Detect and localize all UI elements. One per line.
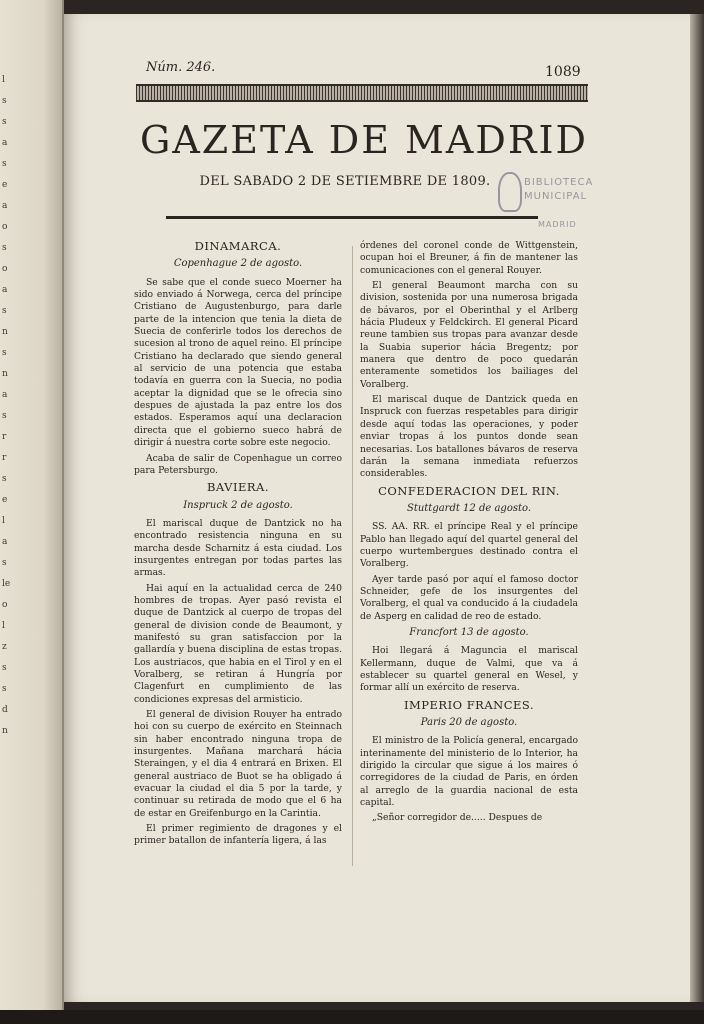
facing-page-char: n [2,726,8,736]
section-title: BAVIERA. [206,480,270,495]
paragraph: órdenes del coronel conde de Wittgenstein, ocupan hoi el Breuner, á fin de mantener las comunicaciones con el general Rouyer. [360,240,578,276]
paragraph: El mariscal duque de Dantzick queda en Inspruck con fuerzas respetables para dirigir desde aquí todas las operaciones, y poder enviar tropas á los puntos donde sean necesarias. Los batallones bávaros de reserva darán la semana inmediata refuerzos considerables. [360,394,578,480]
paragraph: SS. AA. RR. el príncipe Real y el príncipe Pablo han llegado aquí del quartel general del cuerpo wurtembergues destinado contra el Voralberg. [360,521,578,570]
facing-page-char: r [2,453,7,463]
facing-page-char: o [2,222,8,232]
facing-page-char: le [2,579,11,589]
facing-page-char: l [2,621,5,631]
header-rule [166,216,538,219]
paragraph: Hoi llegará á Maguncia el mariscal Kellermann, duque de Valmi, que va á establecer su quartel general en Wesel, y formar allí un exército de reserva. [360,645,578,694]
facing-page-text [2,70,12,742]
facing-page-char: s [2,684,7,694]
facing-page-char: n [2,327,8,337]
facing-page-char: s [2,96,7,106]
stamp-line-1: BIBLIOTECA [524,177,594,188]
facing-page-char: s [2,117,7,127]
paragraph: Hai aquí en la actualidad cerca de 240 hombres de tropas. Ayer pasó revista el duque de Dantzick al cuerpo de tropas del general de division conde de Beaumont, y manifestó su gran satisfaccion por la gallardía y buena disciplina de estas tropas. Los austriacos, que habia en el Tirol y en el Voralberg, se retiran á Hungría por Clagenfurt en cumplimiento de las condiciones expresas del armisticio. [134,582,342,705]
paragraph: El primer regimiento de dragones y el primer batallon de infantería ligera, á las [134,823,342,847]
paragraph: „Señor corregidor de..... Despues de [372,812,543,824]
facing-page-char: a [2,285,8,295]
facing-page-char: s [2,306,7,316]
paragraph: El mariscal duque de Dantzick no ha encontrado resistencia ninguna en su marcha desde Scharnitz á esta ciudad. Los insurgentes entregan por todas partes las armas. [134,517,342,579]
facing-page-char: s [2,411,7,421]
page-edge-shadow [690,14,704,1002]
section-title: CONFEDERACION DEL RIN. [378,483,560,498]
scan-base [0,1010,704,1024]
paragraph: El general Beaumont marcha con su division, sostenida por una numerosa brigada de bávaros, por el Oberinthal y el Arlberg hácia Pludeux y Feldckirch. El general Picard reune tambien sus tropas para avanzar desde la Suabia superior hácia Bregentz; por manera que dentro de poco quedarán enteramente sometidos los bailiages del Voralberg. [360,280,578,390]
facing-page-char: o [2,600,8,610]
stamp-line-2: MUNICIPAL [524,191,588,202]
dateline: DEL SABADO 2 DE SETIEMBRE DE 1809. [199,174,491,189]
facing-page-char: a [2,537,8,547]
dateline-location: Inspruck 2 de agosto. [183,499,293,511]
dateline-location: Paris 20 de agosto. [420,717,518,729]
dateline-location: Francfort 13 de agosto. [409,626,529,638]
dateline-location: Stuttgardt 12 de agosto. [406,502,532,514]
library-stamp [498,172,630,232]
facing-page-char: d [2,705,8,715]
page-number: 1089 [545,64,581,80]
facing-page-char: s [2,348,7,358]
facing-page-char: e [2,180,8,190]
facing-page-char: o [2,264,8,274]
column-divider [352,246,353,866]
section-title: IMPERIO FRANCES. [403,697,535,712]
facing-page-char: a [2,390,8,400]
masthead-title: GAZETA DE MADRID [140,118,588,162]
facing-page-char: e [2,495,8,505]
facing-page-char: n [2,369,8,379]
paragraph: Acaba de salir de Copenhague un correo para Petersburgo. [134,452,342,476]
facing-page-char: l [2,516,5,526]
facing-page-char: s [2,558,7,568]
paragraph: El general de division Rouyer ha entrado hoi con su cuerpo de exército en Steinnach sin haber encontrado ninguna tropa de insurgentes. Mañana marchará hácia Steraingen, y el dia 4 entrará en Brixen. El general austriaco de Buot se ha obligado á evacuar la ciudad el dia 5 por la tarde, y continuar su retirada de modo que el 6 ha de estar en Greifenburgo en la Carintia. [134,709,342,819]
facing-page-char: a [2,201,8,211]
stamp-line-3: MADRID [538,220,577,229]
section-title: DINAMARCA. [194,239,282,253]
column-right [360,240,578,828]
facing-page-char: l [2,75,5,85]
facing-page-edge [0,0,64,1010]
issue-number: Núm. 246. [146,60,216,75]
dateline-location: Copenhague 2 de agosto. [173,258,303,270]
facing-page-char: a [2,138,8,148]
seal-icon [498,172,522,212]
paragraph: Se sabe que el conde sueco Moerner ha sido enviado á Norwega, cerca del príncipe Cristiano de Augustenburgo, para darle parte de la intencion que tenia la dieta de Suecia de conferirle todos los derechos de sucesion al trono de aquel reino. El príncipe Cristiano ha declarado que siendo general al servicio de una potencia que estaba todavía en guerra con la Suecia, no podia aceptar la dignidad que se le ofrecia sino despues de ajustada la paz entre los dos estados. Esperamos aquí una declaracion directa que el gobierno sueco habrá de dirigir á nuestra corte sobre este negocio. [134,276,342,449]
facing-page-char: s [2,243,7,253]
facing-page-char: r [2,432,7,442]
column-left [134,236,342,851]
paragraph: Ayer tarde pasó por aquí el famoso doctor Schneider, gefe de los insurgentes del Voralberg, el qual va conducido á la ciudadela de Asperg en calidad de reo de estado. [360,573,578,622]
paragraph: El ministro de la Policía general, encargado interinamente del ministerio de lo Interior, ha dirigido la circular que sigue á los maires ó corregidores de la ciudad de Paris, en órden al arreglo de la guardia nacional de esta capital. [360,735,578,809]
facing-page-char: s [2,663,7,673]
facing-page-char: s [2,159,7,169]
facing-page-char: s [2,474,7,484]
facing-page-char: z [2,642,7,652]
header-ornament [136,84,588,102]
